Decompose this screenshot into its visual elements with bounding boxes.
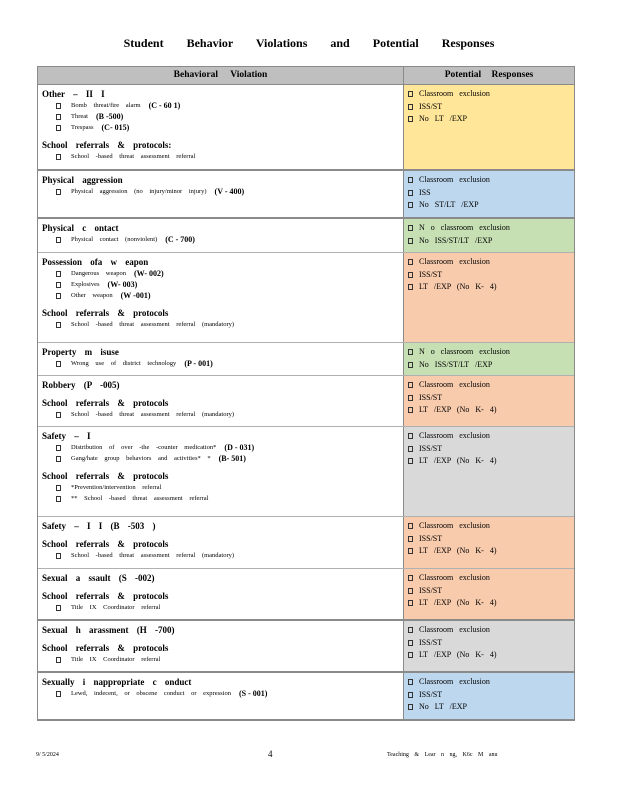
response-item	[408, 256, 570, 269]
response-item	[408, 222, 570, 235]
response-text: No LT /EXP	[419, 114, 468, 123]
response-item	[408, 520, 570, 533]
response-text: LT /EXP (No K- 4)	[419, 598, 497, 607]
violation-item	[42, 482, 399, 493]
response-item	[408, 701, 570, 714]
bullet-icon	[56, 293, 61, 299]
response-text: N o classroom exclusion	[419, 347, 510, 356]
bullet-icon	[408, 177, 413, 183]
responses-cell	[404, 253, 574, 342]
bullet-icon	[408, 225, 413, 231]
violation-item-text: Distribution of over -the -counter medication*	[71, 444, 217, 451]
violation-heading: Robbery (P -005)	[42, 380, 120, 390]
table-header	[38, 67, 574, 85]
bullet-icon	[408, 202, 413, 208]
responses-cell	[404, 673, 574, 719]
bullet-icon	[56, 691, 61, 697]
responses-cell	[404, 376, 574, 426]
response-item	[408, 624, 570, 637]
bullet-icon	[408, 548, 413, 554]
response-text: Classroom exclusion	[419, 175, 490, 184]
response-text: Classroom exclusion	[419, 431, 490, 440]
violation-item-text: Trespass	[71, 124, 94, 131]
responses-cell	[404, 427, 574, 516]
violation-item-text: School -based threat assessment referral (mandatory)	[71, 411, 235, 418]
bullet-icon	[408, 433, 413, 439]
violation-code: (S - 001)	[238, 689, 268, 698]
referrals-heading: School referrals & protocols	[42, 471, 169, 481]
footer-department: Teaching & Lear n ng, K6c M anu	[387, 752, 498, 758]
table-row	[38, 427, 574, 517]
response-text: ISS/ST	[419, 443, 443, 453]
violation-item-text: Threat	[71, 113, 88, 120]
responses-cell	[404, 343, 574, 375]
violation-heading: Property m isuse	[42, 347, 119, 357]
response-text: Classroom exclusion	[419, 257, 490, 266]
response-text: ISS/ST	[419, 585, 443, 595]
response-item	[408, 113, 570, 126]
violation-cell	[38, 85, 404, 169]
response-text: LT /EXP (No K- 4)	[419, 546, 497, 555]
bullet-icon	[408, 284, 413, 290]
violation-cell	[38, 171, 404, 217]
bullet-icon	[408, 458, 413, 464]
response-item	[408, 443, 570, 456]
violation-cell	[38, 253, 404, 342]
violation-item-text: Title IX Coordinator referral	[71, 604, 161, 611]
violation-item	[42, 290, 399, 301]
response-item	[408, 346, 570, 359]
response-item	[408, 379, 570, 392]
responses-cell	[404, 621, 574, 671]
violation-code: (D - 031)	[224, 443, 255, 452]
bullet-icon	[56, 322, 61, 328]
violation-item	[42, 234, 399, 245]
response-item	[408, 359, 570, 372]
response-item	[408, 533, 570, 546]
referrals-heading: School referrals & protocols:	[42, 140, 172, 150]
violation-item	[42, 493, 399, 504]
violation-item	[42, 453, 399, 464]
bullet-icon	[56, 361, 61, 367]
bullet-icon	[408, 627, 413, 633]
response-item	[408, 597, 570, 610]
bullet-icon	[408, 91, 413, 97]
response-text: Classroom exclusion	[419, 89, 490, 98]
bullet-icon	[408, 588, 413, 594]
violation-heading: Physical aggression	[42, 175, 123, 185]
response-item	[408, 174, 570, 187]
bullet-icon	[56, 154, 61, 160]
violation-item-text: School -based threat assessment referral	[71, 153, 196, 160]
responses-cell	[404, 171, 574, 217]
bullet-icon	[408, 104, 413, 110]
bullet-icon	[56, 237, 61, 243]
table-row	[38, 171, 574, 219]
bullet-icon	[408, 259, 413, 265]
response-item	[408, 392, 570, 405]
response-item	[408, 235, 570, 248]
referrals-heading: School referrals & protocols	[42, 308, 169, 318]
violation-heading: Safety – I	[42, 431, 91, 441]
response-text: LT /EXP (No K- 4)	[419, 650, 497, 659]
response-text: Classroom exclusion	[419, 380, 490, 389]
response-item	[408, 689, 570, 702]
bullet-icon	[408, 349, 413, 355]
response-item	[408, 585, 570, 598]
violation-item-text: Lewd, indecent, or obscene conduct or expression	[71, 690, 231, 697]
violation-cell	[38, 673, 404, 719]
footer-page-number: 4	[268, 749, 273, 759]
bullet-icon	[56, 114, 61, 120]
violation-cell	[38, 569, 404, 619]
response-text: Classroom exclusion	[419, 625, 490, 634]
violation-heading: Sexual h arassment (H -700)	[42, 625, 175, 635]
violation-cell	[38, 343, 404, 375]
violation-code: (C- 015)	[101, 123, 130, 132]
response-text: Classroom exclusion	[419, 573, 490, 582]
violation-heading: Sexual a ssault (S -002)	[42, 573, 155, 583]
response-item	[408, 199, 570, 212]
response-text: LT /EXP (No K- 4)	[419, 405, 497, 414]
bullet-icon	[56, 271, 61, 277]
violation-item	[42, 186, 399, 197]
response-item	[408, 455, 570, 468]
violation-cell	[38, 621, 404, 671]
violation-item	[42, 688, 399, 699]
table-row	[38, 85, 574, 171]
violation-item	[42, 409, 399, 420]
violation-item-text: School -based threat assessment referral (mandatory)	[71, 552, 235, 559]
table-row	[38, 569, 574, 621]
bullet-icon	[408, 362, 413, 368]
referrals-heading: School referrals & protocols	[42, 539, 169, 549]
header-potential-responses: Potential Responses	[444, 70, 534, 80]
violation-item	[42, 358, 399, 369]
bullet-icon	[408, 652, 413, 658]
violation-heading: Possession ofa w eapon	[42, 257, 149, 267]
response-text: ISS/ST	[419, 392, 443, 402]
response-item	[408, 545, 570, 558]
response-text: No ISS/ST/LT /EXP	[419, 359, 493, 369]
bullet-icon	[408, 272, 413, 278]
table-row	[38, 673, 574, 721]
response-text: ISS/ST	[419, 269, 443, 279]
violation-code: (B- 501)	[218, 454, 246, 463]
response-item	[408, 281, 570, 294]
bullet-icon	[56, 282, 61, 288]
bullet-icon	[408, 382, 413, 388]
bullet-icon	[408, 446, 413, 452]
violation-item	[42, 550, 399, 561]
violation-item	[42, 654, 399, 665]
violation-item-text: *Prevention/intervention referral	[71, 484, 162, 491]
violation-item-text: Gang/hate group behaviors and activities* *	[71, 455, 211, 462]
violation-item-text: School -based threat assessment referral (mandatory)	[71, 321, 235, 328]
response-text: No ST/LT /EXP	[419, 200, 479, 209]
header-behavioral-violation: Behavioral Violation	[38, 67, 404, 84]
response-text: ISS/ST	[419, 689, 443, 699]
bullet-icon	[56, 496, 61, 502]
violation-item	[42, 151, 399, 162]
response-text: ISS/ST	[419, 101, 443, 111]
violation-item-text: Physical aggression (no injury/minor injury)	[71, 188, 207, 195]
response-item	[408, 404, 570, 417]
violation-item-text: Other weapon	[71, 292, 113, 299]
violation-code: (W- 002)	[134, 269, 164, 278]
violation-item	[42, 602, 399, 613]
bullet-icon	[408, 536, 413, 542]
violation-cell	[38, 376, 404, 426]
response-text: ISS/ST	[419, 637, 443, 647]
bullet-icon	[408, 692, 413, 698]
table-body	[38, 85, 574, 721]
table-row	[38, 376, 574, 427]
violation-code: (V - 400)	[214, 187, 245, 196]
bullet-icon	[408, 190, 413, 196]
violation-heading: Sexually i nappropriate c onduct	[42, 677, 192, 687]
violation-code: (C - 700)	[165, 235, 195, 244]
response-text: N o classroom exclusion	[419, 223, 510, 232]
document-title: Student Behavior Violations and Potential Responses	[123, 36, 495, 50]
response-item	[408, 187, 570, 200]
bullet-icon	[408, 238, 413, 244]
bullet-icon	[56, 553, 61, 559]
bullet-icon	[408, 704, 413, 710]
response-text: Classroom exclusion	[419, 677, 490, 686]
response-text: ISS/ST	[419, 533, 443, 543]
bullet-icon	[408, 600, 413, 606]
bullet-icon	[408, 679, 413, 685]
violation-item-text: Physical contact (nonviolent)	[71, 236, 158, 243]
referrals-heading: School referrals & protocols	[42, 643, 169, 653]
footer-date: 9/ 5/2024	[36, 752, 59, 758]
bullet-icon	[408, 523, 413, 529]
bullet-icon	[56, 412, 61, 418]
responses-cell	[404, 85, 574, 169]
violation-code: (B -500)	[95, 112, 124, 121]
bullet-icon	[56, 125, 61, 131]
violation-item	[42, 319, 399, 330]
violation-item-text: Explosives	[71, 281, 100, 288]
bullet-icon	[408, 395, 413, 401]
bullet-icon	[56, 445, 61, 451]
referrals-heading: School referrals & protocols	[42, 398, 169, 408]
violation-code: (W -001)	[120, 291, 151, 300]
violation-cell	[38, 517, 404, 568]
violation-item	[42, 442, 399, 453]
violation-cell	[38, 219, 404, 252]
violation-item	[42, 100, 399, 111]
responses-cell	[404, 569, 574, 619]
violation-item-text: Title IX Coordinator referral	[71, 656, 161, 663]
violation-item-text: ** School -based threat assessment referral	[71, 495, 209, 502]
bullet-icon	[408, 575, 413, 581]
violations-table	[37, 66, 575, 721]
bullet-icon	[56, 605, 61, 611]
bullet-icon	[56, 189, 61, 195]
bullet-icon	[408, 640, 413, 646]
bullet-icon	[56, 657, 61, 663]
response-item	[408, 676, 570, 689]
response-item	[408, 572, 570, 585]
violation-item	[42, 122, 399, 133]
bullet-icon	[56, 103, 61, 109]
table-row	[38, 253, 574, 343]
bullet-icon	[408, 407, 413, 413]
violation-item	[42, 279, 399, 290]
violation-code: (W- 003)	[107, 280, 138, 289]
response-text: Classroom exclusion	[419, 521, 490, 530]
table-row	[38, 219, 574, 253]
response-item	[408, 101, 570, 114]
responses-cell	[404, 219, 574, 252]
violation-heading: Physical c ontact	[42, 223, 119, 233]
responses-cell	[404, 517, 574, 568]
response-text: ISS	[419, 187, 431, 197]
violation-heading: Safety – I I (B -503 )	[42, 521, 156, 531]
violation-code: (C - 60 1)	[148, 101, 181, 110]
violation-item-text: Dangerous weapon	[71, 270, 126, 277]
bullet-icon	[408, 116, 413, 122]
violation-cell	[38, 427, 404, 516]
violation-item-text: Wrong use of district technology	[71, 360, 177, 367]
violation-item	[42, 268, 399, 279]
violation-heading: Other – II I	[42, 89, 105, 99]
response-item	[408, 88, 570, 101]
response-item	[408, 269, 570, 282]
violation-item-text: Bomb threat/fire alarm	[71, 102, 141, 109]
table-row	[38, 343, 574, 376]
response-item	[408, 637, 570, 650]
table-row	[38, 517, 574, 569]
bullet-icon	[56, 456, 61, 462]
response-item	[408, 430, 570, 443]
violation-item	[42, 111, 399, 122]
response-text: No LT /EXP	[419, 702, 468, 711]
violation-code: (P - 001)	[184, 359, 213, 368]
response-text: No ISS/ST/LT /EXP	[419, 235, 493, 245]
table-row	[38, 621, 574, 673]
bullet-icon	[56, 485, 61, 491]
response-item	[408, 649, 570, 662]
response-text: LT /EXP (No K- 4)	[419, 282, 497, 291]
response-text: LT /EXP (No K- 4)	[419, 456, 497, 465]
referrals-heading: School referrals & protocols	[42, 591, 169, 601]
